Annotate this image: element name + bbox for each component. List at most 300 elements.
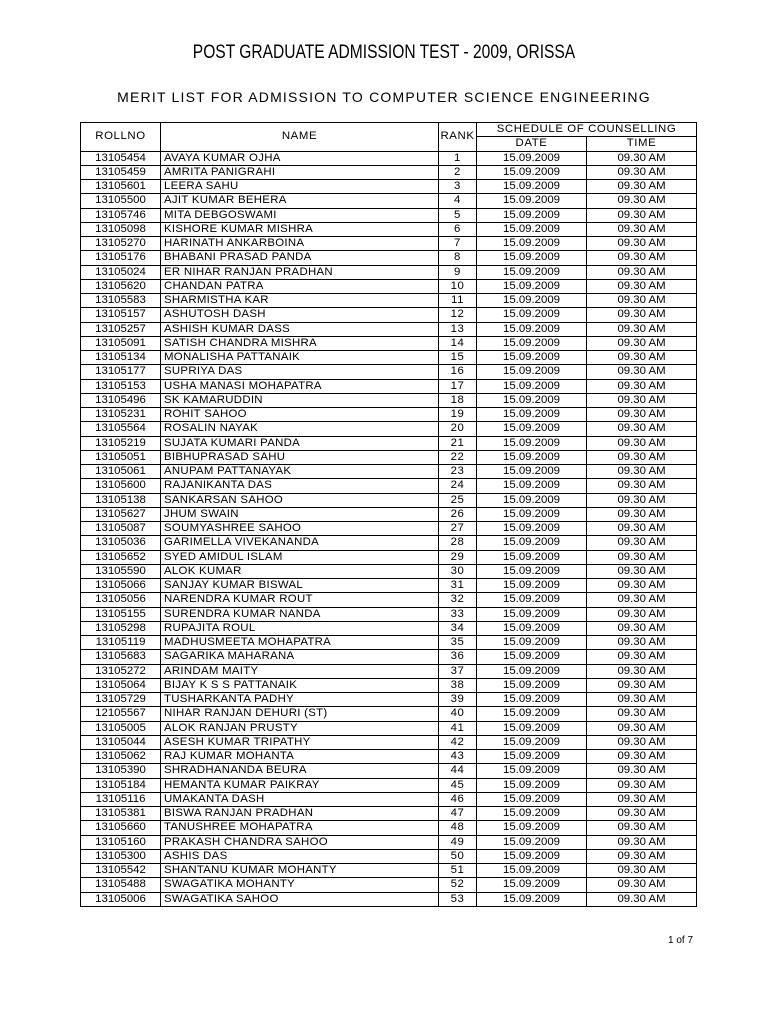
cell-rollno: 13105257 — [81, 322, 161, 336]
cell-rank: 38 — [439, 678, 477, 692]
cell-rollno: 13105496 — [81, 393, 161, 407]
cell-name: ASESH KUMAR TRIPATHY — [161, 735, 439, 749]
cell-date: 15.09.2009 — [477, 279, 587, 293]
cell-rollno: 13105160 — [81, 835, 161, 849]
table-row — [81, 393, 697, 407]
cell-name: TUSHARKANTA PADHY — [161, 693, 439, 707]
cell-date: 15.09.2009 — [477, 208, 587, 222]
cell-rollno: 13105272 — [81, 664, 161, 678]
cell-name: ANUPAM PATTANAYAK — [161, 465, 439, 479]
cell-name: HEMANTA KUMAR PAIKRAY — [161, 778, 439, 792]
cell-time: 09.30 AM — [587, 564, 697, 578]
cell-rank: 33 — [439, 607, 477, 621]
table-row — [81, 336, 697, 350]
cell-rank: 16 — [439, 365, 477, 379]
cell-time: 09.30 AM — [587, 536, 697, 550]
cell-rank: 46 — [439, 792, 477, 806]
cell-name: SOUMYASHREE SAHOO — [161, 522, 439, 536]
cell-time: 09.30 AM — [587, 607, 697, 621]
table-row — [81, 579, 697, 593]
table-row — [81, 237, 697, 251]
cell-time: 09.30 AM — [587, 251, 697, 265]
cell-rollno: 13105066 — [81, 579, 161, 593]
cell-rank: 51 — [439, 864, 477, 878]
cell-date: 15.09.2009 — [477, 237, 587, 251]
cell-name: SWAGATIKA MOHANTY — [161, 878, 439, 892]
cell-time: 09.30 AM — [587, 294, 697, 308]
cell-time: 09.30 AM — [587, 279, 697, 293]
cell-date: 15.09.2009 — [477, 308, 587, 322]
cell-rank: 23 — [439, 465, 477, 479]
cell-time: 09.30 AM — [587, 194, 697, 208]
cell-time: 09.30 AM — [587, 579, 697, 593]
table-row — [81, 792, 697, 806]
table-row — [81, 636, 697, 650]
cell-time: 09.30 AM — [587, 237, 697, 251]
table-row — [81, 265, 697, 279]
cell-rollno: 13105062 — [81, 750, 161, 764]
cell-rollno: 13105061 — [81, 465, 161, 479]
cell-time: 09.30 AM — [587, 322, 697, 336]
table-row — [81, 308, 697, 322]
cell-name: SWAGATIKA SAHOO — [161, 892, 439, 906]
table-row — [81, 322, 697, 336]
table-row — [81, 194, 697, 208]
cell-rollno: 13105219 — [81, 436, 161, 450]
cell-name: ROHIT SAHOO — [161, 408, 439, 422]
cell-rank: 52 — [439, 878, 477, 892]
cell-time: 09.30 AM — [587, 550, 697, 564]
table-row — [81, 764, 697, 778]
table-row — [81, 678, 697, 692]
cell-rollno: 13105087 — [81, 522, 161, 536]
cell-rollno: 13105134 — [81, 351, 161, 365]
cell-date: 15.09.2009 — [477, 507, 587, 521]
cell-rollno: 13105564 — [81, 422, 161, 436]
cell-time: 09.30 AM — [587, 208, 697, 222]
cell-time: 09.30 AM — [587, 493, 697, 507]
cell-name: JHUM SWAIN — [161, 507, 439, 521]
table-row — [81, 778, 697, 792]
table-body — [81, 151, 697, 906]
cell-date: 15.09.2009 — [477, 450, 587, 464]
cell-rollno: 13105036 — [81, 536, 161, 550]
cell-name: SHARMISTHA KAR — [161, 294, 439, 308]
cell-rollno: 13105746 — [81, 208, 161, 222]
cell-time: 09.30 AM — [587, 408, 697, 422]
cell-name: AMRITA PANIGRAHI — [161, 165, 439, 179]
cell-rollno: 13105729 — [81, 693, 161, 707]
cell-date: 15.09.2009 — [477, 351, 587, 365]
table-row — [81, 479, 697, 493]
cell-rank: 41 — [439, 721, 477, 735]
cell-rollno: 13105006 — [81, 892, 161, 906]
cell-name: NIHAR RANJAN DEHURI (ST) — [161, 707, 439, 721]
cell-name: ALOK RANJAN PRUSTY — [161, 721, 439, 735]
cell-time: 09.30 AM — [587, 721, 697, 735]
cell-rank: 15 — [439, 351, 477, 365]
cell-rollno: 13105270 — [81, 237, 161, 251]
cell-name: RAJ KUMAR MOHANTA — [161, 750, 439, 764]
merit-list-table — [80, 122, 697, 907]
cell-rank: 37 — [439, 664, 477, 678]
table-row — [81, 493, 697, 507]
table-row — [81, 251, 697, 265]
cell-date: 15.09.2009 — [477, 778, 587, 792]
cell-time: 09.30 AM — [587, 308, 697, 322]
cell-date: 15.09.2009 — [477, 636, 587, 650]
cell-rollno: 13105660 — [81, 821, 161, 835]
table-row — [81, 693, 697, 707]
cell-rollno: 13105454 — [81, 151, 161, 165]
cell-name: RUPAJITA ROUL — [161, 621, 439, 635]
cell-date: 15.09.2009 — [477, 750, 587, 764]
cell-name: BHABANI PRASAD PANDA — [161, 251, 439, 265]
cell-time: 09.30 AM — [587, 735, 697, 749]
table-row — [81, 735, 697, 749]
cell-name: AJIT KUMAR BEHERA — [161, 194, 439, 208]
table-row — [81, 165, 697, 179]
cell-date: 15.09.2009 — [477, 892, 587, 906]
cell-rollno: 13105138 — [81, 493, 161, 507]
table-row — [81, 878, 697, 892]
cell-date: 15.09.2009 — [477, 180, 587, 194]
cell-name: SANKARSAN SAHOO — [161, 493, 439, 507]
cell-time: 09.30 AM — [587, 379, 697, 393]
table-row — [81, 208, 697, 222]
table-row — [81, 450, 697, 464]
cell-rollno: 13105300 — [81, 849, 161, 863]
cell-rank: 10 — [439, 279, 477, 293]
cell-name: SUJATA KUMARI PANDA — [161, 436, 439, 450]
cell-date: 15.09.2009 — [477, 564, 587, 578]
cell-name: ER NIHAR RANJAN PRADHAN — [161, 265, 439, 279]
cell-time: 09.30 AM — [587, 422, 697, 436]
cell-time: 09.30 AM — [587, 821, 697, 835]
cell-name: ARINDAM MAITY — [161, 664, 439, 678]
table-header — [81, 123, 697, 152]
cell-time: 09.30 AM — [587, 165, 697, 179]
cell-time: 09.30 AM — [587, 764, 697, 778]
cell-date: 15.09.2009 — [477, 265, 587, 279]
cell-time: 09.30 AM — [587, 678, 697, 692]
cell-rank: 39 — [439, 693, 477, 707]
cell-date: 15.09.2009 — [477, 436, 587, 450]
cell-name: LEERA SAHU — [161, 180, 439, 194]
cell-rank: 30 — [439, 564, 477, 578]
cell-date: 15.09.2009 — [477, 579, 587, 593]
cell-date: 15.09.2009 — [477, 807, 587, 821]
cell-rank: 1 — [439, 151, 477, 165]
cell-time: 09.30 AM — [587, 750, 697, 764]
table-row — [81, 351, 697, 365]
cell-time: 09.30 AM — [587, 265, 697, 279]
cell-rollno: 13105542 — [81, 864, 161, 878]
cell-rank: 13 — [439, 322, 477, 336]
cell-name: SHANTANU KUMAR MOHANTY — [161, 864, 439, 878]
cell-rollno: 13105064 — [81, 678, 161, 692]
cell-rollno: 13105627 — [81, 507, 161, 521]
header-name: NAME — [161, 123, 439, 152]
cell-name: MONALISHA PATTANAIK — [161, 351, 439, 365]
table-row — [81, 721, 697, 735]
cell-rank: 20 — [439, 422, 477, 436]
table-row — [81, 294, 697, 308]
cell-date: 15.09.2009 — [477, 550, 587, 564]
cell-rollno: 13105024 — [81, 265, 161, 279]
table-row — [81, 222, 697, 236]
cell-time: 09.30 AM — [587, 450, 697, 464]
cell-rollno: 13105488 — [81, 878, 161, 892]
cell-rank: 4 — [439, 194, 477, 208]
cell-date: 15.09.2009 — [477, 678, 587, 692]
cell-name: SYED AMIDUL ISLAM — [161, 550, 439, 564]
cell-time: 09.30 AM — [587, 835, 697, 849]
cell-rank: 48 — [439, 821, 477, 835]
cell-rollno: 13105601 — [81, 180, 161, 194]
cell-time: 09.30 AM — [587, 465, 697, 479]
cell-name: TANUSHREE MOHAPATRA — [161, 821, 439, 835]
cell-name: SURENDRA KUMAR NANDA — [161, 607, 439, 621]
cell-date: 15.09.2009 — [477, 222, 587, 236]
cell-name: GARIMELLA VIVEKANANDA — [161, 536, 439, 550]
cell-rank: 44 — [439, 764, 477, 778]
cell-rank: 53 — [439, 892, 477, 906]
cell-name: RAJANIKANTA DAS — [161, 479, 439, 493]
cell-rank: 18 — [439, 393, 477, 407]
table-row — [81, 864, 697, 878]
cell-rank: 17 — [439, 379, 477, 393]
cell-date: 15.09.2009 — [477, 864, 587, 878]
cell-name: SATISH CHANDRA MISHRA — [161, 336, 439, 350]
document-title: POST GRADUATE ADMISSION TEST - 2009, ORISSA — [192, 42, 576, 63]
table-row — [81, 593, 697, 607]
cell-rank: 31 — [439, 579, 477, 593]
cell-date: 15.09.2009 — [477, 165, 587, 179]
cell-rank: 9 — [439, 265, 477, 279]
cell-time: 09.30 AM — [587, 621, 697, 635]
table-row — [81, 279, 697, 293]
cell-time: 09.30 AM — [587, 807, 697, 821]
table-row — [81, 507, 697, 521]
cell-rank: 49 — [439, 835, 477, 849]
cell-rollno: 13105119 — [81, 636, 161, 650]
table-row — [81, 365, 697, 379]
cell-rank: 7 — [439, 237, 477, 251]
cell-date: 15.09.2009 — [477, 393, 587, 407]
header-rank: RANK — [439, 123, 477, 152]
cell-date: 15.09.2009 — [477, 365, 587, 379]
cell-date: 15.09.2009 — [477, 764, 587, 778]
cell-name: KISHORE KUMAR MISHRA — [161, 222, 439, 236]
header-date: DATE — [477, 137, 587, 151]
cell-rollno: 13105051 — [81, 450, 161, 464]
cell-time: 09.30 AM — [587, 864, 697, 878]
cell-rank: 3 — [439, 180, 477, 194]
cell-rank: 22 — [439, 450, 477, 464]
cell-time: 09.30 AM — [587, 336, 697, 350]
cell-time: 09.30 AM — [587, 892, 697, 906]
cell-rank: 5 — [439, 208, 477, 222]
cell-rank: 24 — [439, 479, 477, 493]
cell-time: 09.30 AM — [587, 479, 697, 493]
cell-rollno: 13105590 — [81, 564, 161, 578]
cell-name: ASHUTOSH DASH — [161, 308, 439, 322]
cell-date: 15.09.2009 — [477, 792, 587, 806]
cell-date: 15.09.2009 — [477, 379, 587, 393]
cell-rollno: 13105044 — [81, 735, 161, 749]
table-row — [81, 650, 697, 664]
cell-name: MADHUSMEETA MOHAPATRA — [161, 636, 439, 650]
cell-date: 15.09.2009 — [477, 465, 587, 479]
table-row — [81, 550, 697, 564]
table-row — [81, 835, 697, 849]
cell-date: 15.09.2009 — [477, 650, 587, 664]
table-row — [81, 892, 697, 906]
cell-name: SHRADHANANDA BEURA — [161, 764, 439, 778]
cell-rollno: 13105005 — [81, 721, 161, 735]
header-time: TIME — [587, 137, 697, 151]
cell-name: ASHISH KUMAR DASS — [161, 322, 439, 336]
cell-date: 15.09.2009 — [477, 493, 587, 507]
cell-date: 15.09.2009 — [477, 251, 587, 265]
cell-rollno: 13105381 — [81, 807, 161, 821]
cell-date: 15.09.2009 — [477, 849, 587, 863]
cell-date: 15.09.2009 — [477, 336, 587, 350]
table-row — [81, 607, 697, 621]
table-row — [81, 465, 697, 479]
cell-rank: 28 — [439, 536, 477, 550]
cell-rollno: 13105176 — [81, 251, 161, 265]
cell-rollno: 13105184 — [81, 778, 161, 792]
cell-rollno: 13105155 — [81, 607, 161, 621]
cell-name: HARINATH ANKARBOINA — [161, 237, 439, 251]
cell-date: 15.09.2009 — [477, 664, 587, 678]
cell-date: 15.09.2009 — [477, 693, 587, 707]
table-row — [81, 621, 697, 635]
cell-name: NARENDRA KUMAR ROUT — [161, 593, 439, 607]
cell-time: 09.30 AM — [587, 664, 697, 678]
table-row — [81, 436, 697, 450]
cell-rank: 35 — [439, 636, 477, 650]
cell-name: SUPRIYA DAS — [161, 365, 439, 379]
table-row — [81, 422, 697, 436]
cell-rank: 47 — [439, 807, 477, 821]
cell-rank: 2 — [439, 165, 477, 179]
table-row — [81, 807, 697, 821]
cell-rank: 40 — [439, 707, 477, 721]
cell-rank: 29 — [439, 550, 477, 564]
cell-name: BIBHUPRASAD SAHU — [161, 450, 439, 464]
cell-date: 15.09.2009 — [477, 593, 587, 607]
cell-date: 15.09.2009 — [477, 607, 587, 621]
cell-time: 09.30 AM — [587, 693, 697, 707]
cell-time: 09.30 AM — [587, 393, 697, 407]
cell-rank: 21 — [439, 436, 477, 450]
cell-rollno: 13105091 — [81, 336, 161, 350]
cell-date: 15.09.2009 — [477, 536, 587, 550]
cell-date: 15.09.2009 — [477, 821, 587, 835]
cell-time: 09.30 AM — [587, 792, 697, 806]
cell-date: 15.09.2009 — [477, 422, 587, 436]
cell-rollno: 13105298 — [81, 621, 161, 635]
cell-rollno: 13105500 — [81, 194, 161, 208]
cell-date: 15.09.2009 — [477, 194, 587, 208]
cell-rollno: 13105153 — [81, 379, 161, 393]
cell-time: 09.30 AM — [587, 849, 697, 863]
cell-date: 15.09.2009 — [477, 721, 587, 735]
cell-rank: 25 — [439, 493, 477, 507]
cell-rank: 6 — [439, 222, 477, 236]
cell-rank: 36 — [439, 650, 477, 664]
cell-rank: 42 — [439, 735, 477, 749]
table-row — [81, 180, 697, 194]
cell-rank: 11 — [439, 294, 477, 308]
cell-date: 15.09.2009 — [477, 707, 587, 721]
cell-time: 09.30 AM — [587, 650, 697, 664]
cell-rollno: 13105583 — [81, 294, 161, 308]
cell-time: 09.30 AM — [587, 778, 697, 792]
cell-rank: 34 — [439, 621, 477, 635]
cell-date: 15.09.2009 — [477, 322, 587, 336]
cell-rollno: 13105390 — [81, 764, 161, 778]
cell-time: 09.30 AM — [587, 436, 697, 450]
cell-rollno: 13105652 — [81, 550, 161, 564]
cell-rollno: 13105116 — [81, 792, 161, 806]
cell-time: 09.30 AM — [587, 151, 697, 165]
table-row — [81, 408, 697, 422]
table-row — [81, 664, 697, 678]
table-row — [81, 564, 697, 578]
cell-name: PRAKASH CHANDRA SAHOO — [161, 835, 439, 849]
cell-rollno: 13105056 — [81, 593, 161, 607]
cell-rank: 32 — [439, 593, 477, 607]
cell-rollno: 13105620 — [81, 279, 161, 293]
cell-name: SAGARIKA MAHARANA — [161, 650, 439, 664]
cell-name: BISWA RANJAN PRADHAN — [161, 807, 439, 821]
cell-rollno: 13105459 — [81, 165, 161, 179]
table-row — [81, 151, 697, 165]
cell-rollno: 12105567 — [81, 707, 161, 721]
cell-name: ASHIS DAS — [161, 849, 439, 863]
cell-rollno: 13105683 — [81, 650, 161, 664]
cell-time: 09.30 AM — [587, 878, 697, 892]
cell-date: 15.09.2009 — [477, 294, 587, 308]
table-row — [81, 821, 697, 835]
header-schedule: SCHEDULE OF COUNSELLING — [477, 123, 697, 137]
cell-time: 09.30 AM — [587, 636, 697, 650]
cell-rank: 12 — [439, 308, 477, 322]
cell-rollno: 13105600 — [81, 479, 161, 493]
cell-time: 09.30 AM — [587, 351, 697, 365]
cell-time: 09.30 AM — [587, 593, 697, 607]
cell-name: UMAKANTA DASH — [161, 792, 439, 806]
cell-rollno: 13105157 — [81, 308, 161, 322]
cell-name: MITA DEBGOSWAMI — [161, 208, 439, 222]
cell-time: 09.30 AM — [587, 222, 697, 236]
table-row — [81, 707, 697, 721]
cell-rank: 19 — [439, 408, 477, 422]
header-rollno: ROLLNO — [81, 123, 161, 152]
cell-time: 09.30 AM — [587, 507, 697, 521]
cell-date: 15.09.2009 — [477, 408, 587, 422]
cell-name: USHA MANASI MOHAPATRA — [161, 379, 439, 393]
cell-date: 15.09.2009 — [477, 735, 587, 749]
cell-rank: 43 — [439, 750, 477, 764]
cell-rollno: 13105098 — [81, 222, 161, 236]
cell-rank: 50 — [439, 849, 477, 863]
cell-date: 15.09.2009 — [477, 835, 587, 849]
